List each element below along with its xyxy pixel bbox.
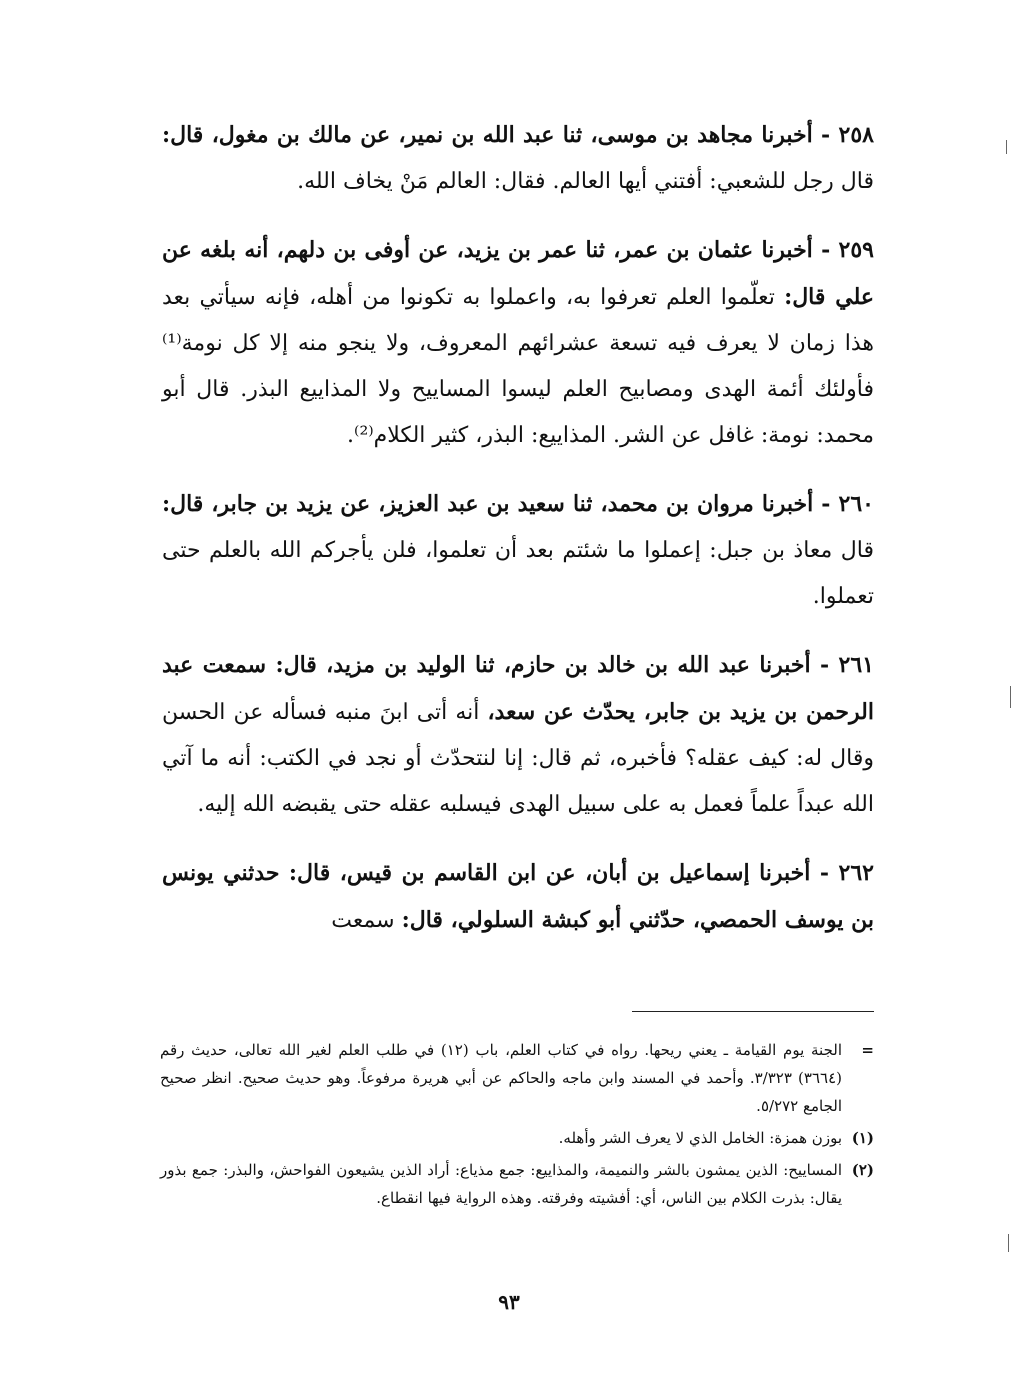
footnote-text: بوزن همزة: الخامل الذي لا يعرف الشر وأهله. [558, 1129, 842, 1147]
footnote-1 [160, 1124, 874, 1152]
hadith-262-chain: ٢٦٢ - أخبرنا إسماعيل بن أبان، عن ابن القاسم بن قيس، قال: حدثني يونس بن يوسف الحمصي، حدّثني أبو كبشة السلولي، قال: [162, 860, 874, 933]
footnote-marker: = [861, 1041, 874, 1059]
hadith-260-chain: ٢٦٠ - أخبرنا مروان بن محمد، ثنا سعيد بن عبد العزيز، عن يزيد بن جابر، قال: [162, 491, 874, 517]
footnote-marker: (١) [851, 1129, 874, 1147]
footnote-text: المساييح: الذين يمشون بالشر والنميمة، والمذاييع: جمع مذياع: أراد الذين يشيعون الفواحش، والبذر: جمع بذور يقال: بذرت الكلام بين الناس، أي: أفشيته وفرقته. وهذه الرواية فيها انقطاع. [160, 1161, 842, 1207]
hadith-262 [162, 850, 874, 944]
scan-edge-mark [1010, 686, 1017, 708]
hadith-258-text: قال رجل للشعبي: أفتني أيها العالم. فقال: العالم مَنْ يخاف الله. [297, 169, 874, 194]
hadith-261-text: أنه أتى ابنَ منبه فسأله عن الحسن وقال له: كيف عقله؟ فأخبره، ثم قال: إنا لنتحدّث أو نجد في الكتب: أنه ما آتي الله عبداً علماً فعمل به على سبيل الهدى فيسلبه عقله حتى يقبضه الله إليه. [162, 700, 874, 817]
page-number: ٩٣ [498, 1290, 520, 1314]
scan-edge-mark [1008, 1234, 1015, 1252]
hadith-259 [162, 227, 874, 459]
hadith-259-chain: ٢٥٩ - أخبرنا عثمان بن عمر، ثنا عمر بن يزيد، عن أوفى بن دلهم، أنه بلغه عن علي قال: [162, 237, 874, 310]
hadith-261-chain: ٢٦١ - أخبرنا عبد الله بن خالد بن حازم، ثنا الوليد بن مزيد، قال: سمعت عبد الرحمن بن يزيد بن جابر، يحدّث عن سعد، [162, 652, 874, 725]
hadith-260-text: قال معاذ بن جبل: إعملوا ما شئتم بعد أن تعلموا، فلن يأجركم الله بالعلم حتى تعملوا. [162, 538, 874, 609]
footnotes [160, 1036, 874, 1216]
hadith-258-chain: ٢٥٨ - أخبرنا مجاهد بن موسى، ثنا عبد الله بن نمير، عن مالك بن مغول، قال: [162, 122, 874, 148]
footnote-separator [632, 1011, 874, 1012]
footnote-2 [160, 1156, 874, 1212]
hadith-258 [162, 112, 874, 205]
footnote-continued [160, 1036, 874, 1120]
hadith-259-text: تعلّموا العلم تعرفوا به، واعملوا به تكونوا من أهله، فإنه سيأتي بعد هذا زمان لا يعرف فيه تسعة عشرائهم المعروف، ولا ينجو منه إلا كل نومة⁽¹⁾ فأولئك أئمة الهدى ومصابيح العلم ليسوا المساييح ولا المذاييع البذر. قال أبو محمد: نومة: غافل عن الشر. المذاييع: البذر، كثير الكلام⁽²⁾. [162, 285, 874, 448]
footnote-marker: (٢) [851, 1161, 874, 1179]
main-text [162, 112, 874, 966]
hadith-261 [162, 642, 874, 828]
hadith-260 [162, 481, 874, 620]
footnote-text: الجنة يوم القيامة ـ يعني ريحها. رواه في كتاب العلم، باب (١٢) في طلب العلم لغير الله تعالى، حديث رقم (٣٦٦٤) ٣/٣٢٣. وأحمد في المسند وابن ماجه والحاكم عن أبي هريرة مرفوعاً. وهو حديث صحيح. انظر صحيح الجامع ٥/٢٧٢. [160, 1041, 842, 1115]
scan-edge-mark [1006, 140, 1013, 154]
hadith-262-text: سمعت [331, 908, 402, 933]
